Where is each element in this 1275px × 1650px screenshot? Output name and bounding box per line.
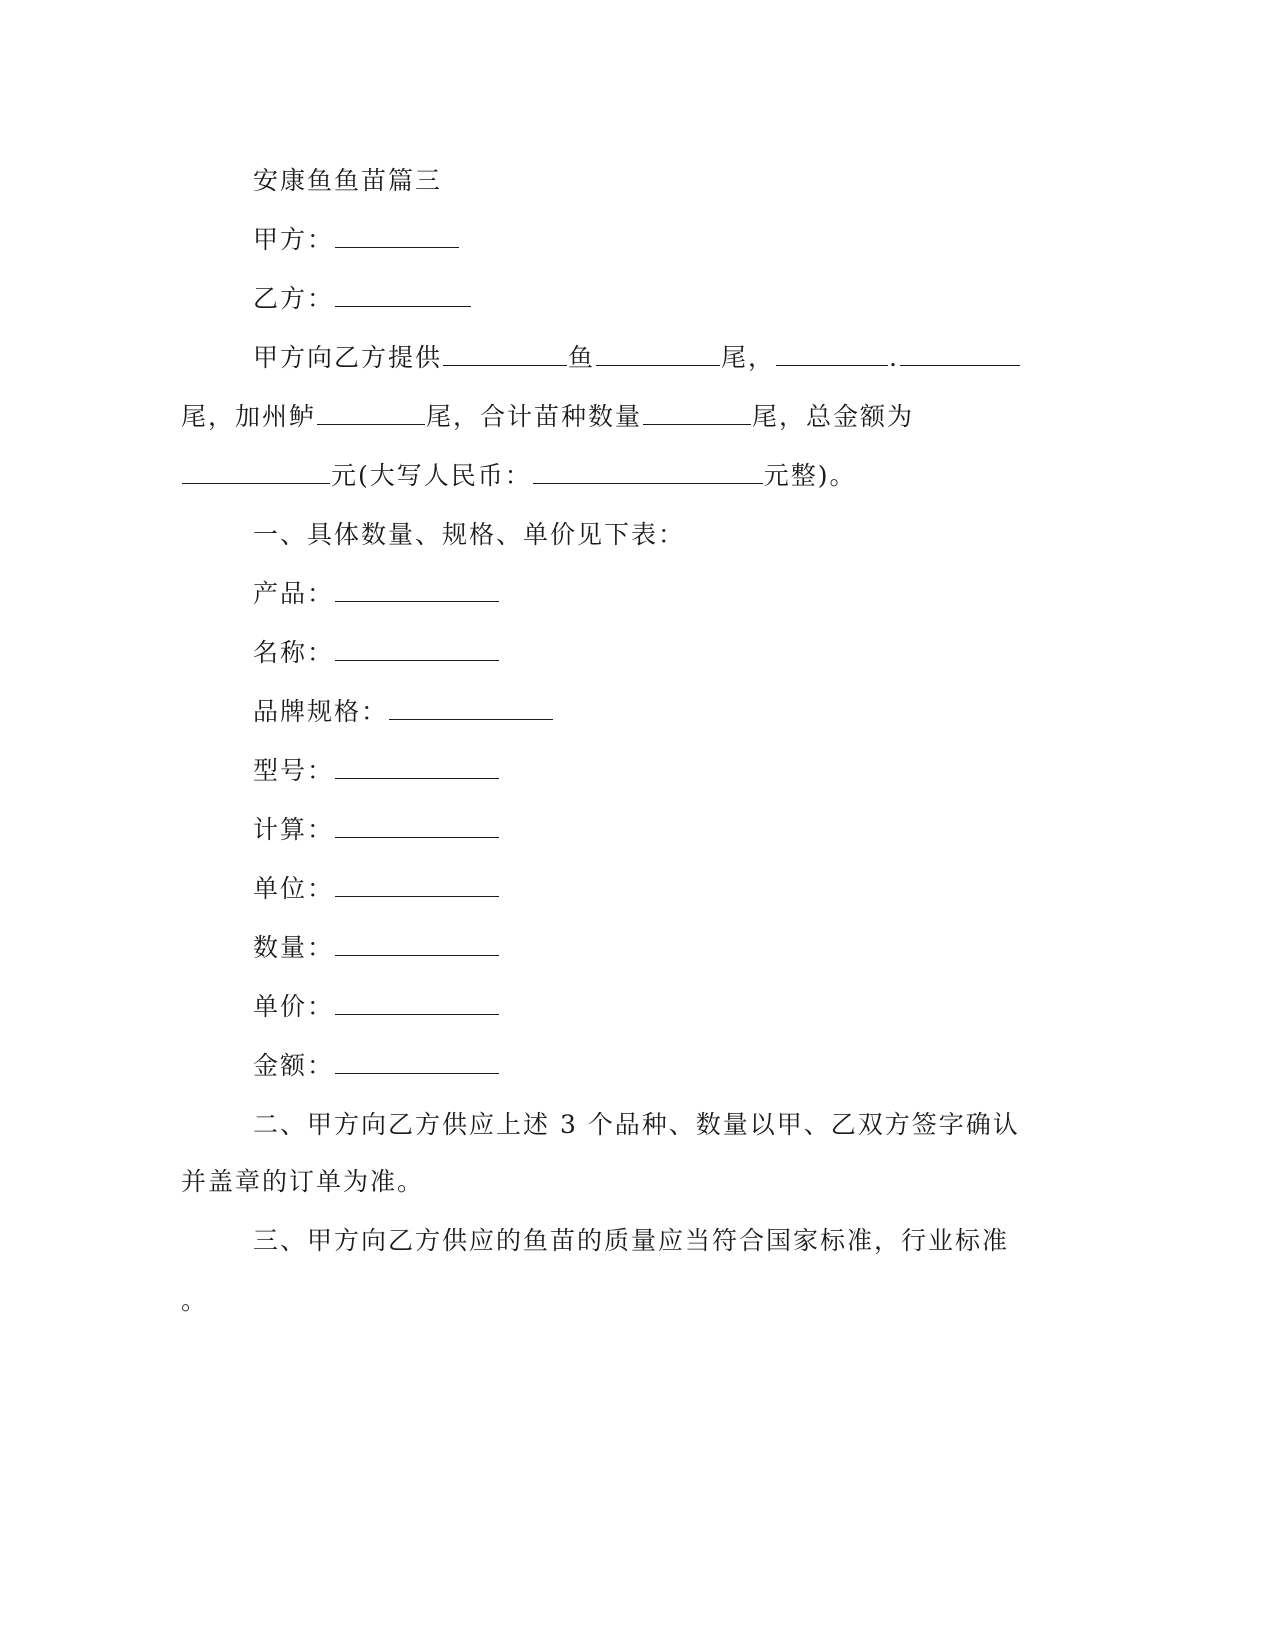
party-b-line: [253, 282, 472, 316]
field-product: [253, 577, 500, 611]
supply-text-2: 鱼: [568, 343, 596, 372]
field-unit-price: [253, 990, 500, 1024]
field-calculation: [253, 813, 500, 847]
section-1-heading: 一、具体数量、规格、单价见下表：: [253, 520, 686, 549]
supply-text-1: 甲方向乙方提供: [253, 343, 443, 372]
party-a-blank[interactable]: [335, 225, 459, 248]
party-a-label: 甲方：: [253, 225, 335, 254]
fish-type-blank[interactable]: [443, 343, 567, 366]
field-blank[interactable]: [335, 638, 499, 661]
field-model: [253, 754, 500, 788]
supply-text-5: 尾，加州鲈: [181, 402, 317, 431]
field-label: 数量：: [253, 933, 335, 962]
document-title: 安康鱼鱼苗篇三: [253, 166, 443, 195]
field-name: [253, 636, 500, 670]
total-amount-blank[interactable]: [182, 461, 330, 484]
bass-count-blank[interactable]: [317, 402, 425, 425]
party-b-label: 乙方：: [253, 284, 335, 313]
field-blank[interactable]: [335, 756, 499, 779]
supply-text-9: 元整)。: [763, 461, 857, 490]
field-label: 金额：: [253, 1051, 335, 1080]
total-count-blank[interactable]: [643, 402, 751, 425]
field-brand-spec: [253, 695, 554, 729]
section-2-line-1: 二、甲方向乙方供应上述 3 个品种、数量以甲、乙双方签字确认: [253, 1110, 1020, 1139]
field-unit: [253, 872, 500, 906]
species-2-blank[interactable]: [776, 343, 888, 366]
party-b-blank[interactable]: [335, 284, 471, 307]
field-label: 单位：: [253, 874, 335, 903]
field-blank[interactable]: [335, 992, 499, 1015]
field-blank[interactable]: [335, 815, 499, 838]
field-label: 品牌规格：: [253, 697, 389, 726]
field-blank[interactable]: [335, 933, 499, 956]
field-label: 名称：: [253, 638, 335, 667]
fish-count-blank[interactable]: [596, 343, 720, 366]
field-amount: [253, 1049, 500, 1083]
section-3-line-2: 。: [181, 1286, 209, 1315]
field-quantity: [253, 931, 500, 965]
supply-line-3: [181, 459, 857, 493]
amount-in-words-blank[interactable]: [533, 461, 763, 484]
species-2-count-blank[interactable]: [900, 343, 1020, 366]
field-blank[interactable]: [335, 579, 499, 602]
supply-line-2: [181, 400, 914, 434]
party-a-line: [253, 223, 460, 257]
section-3-line-1: 三、甲方向乙方供应的鱼苗的质量应当符合国家标准，行业标准: [253, 1226, 1010, 1255]
supply-line-1: [253, 341, 1021, 375]
field-label: 计算：: [253, 815, 335, 844]
supply-text-7: 尾，总金额为: [752, 402, 915, 431]
supply-text-3: 尾，: [721, 343, 776, 372]
supply-text-8: 元(大写人民币：: [331, 461, 532, 490]
supply-text-6: 尾，合计苗种数量: [426, 402, 643, 431]
field-blank[interactable]: [335, 1051, 499, 1074]
supply-text-4: .: [889, 343, 899, 372]
section-2-line-2: 并盖章的订单为准。: [181, 1167, 425, 1196]
field-blank[interactable]: [335, 874, 499, 897]
field-label: 单价：: [253, 992, 335, 1021]
field-blank[interactable]: [389, 697, 553, 720]
field-label: 型号：: [253, 756, 335, 785]
field-label: 产品：: [253, 579, 335, 608]
